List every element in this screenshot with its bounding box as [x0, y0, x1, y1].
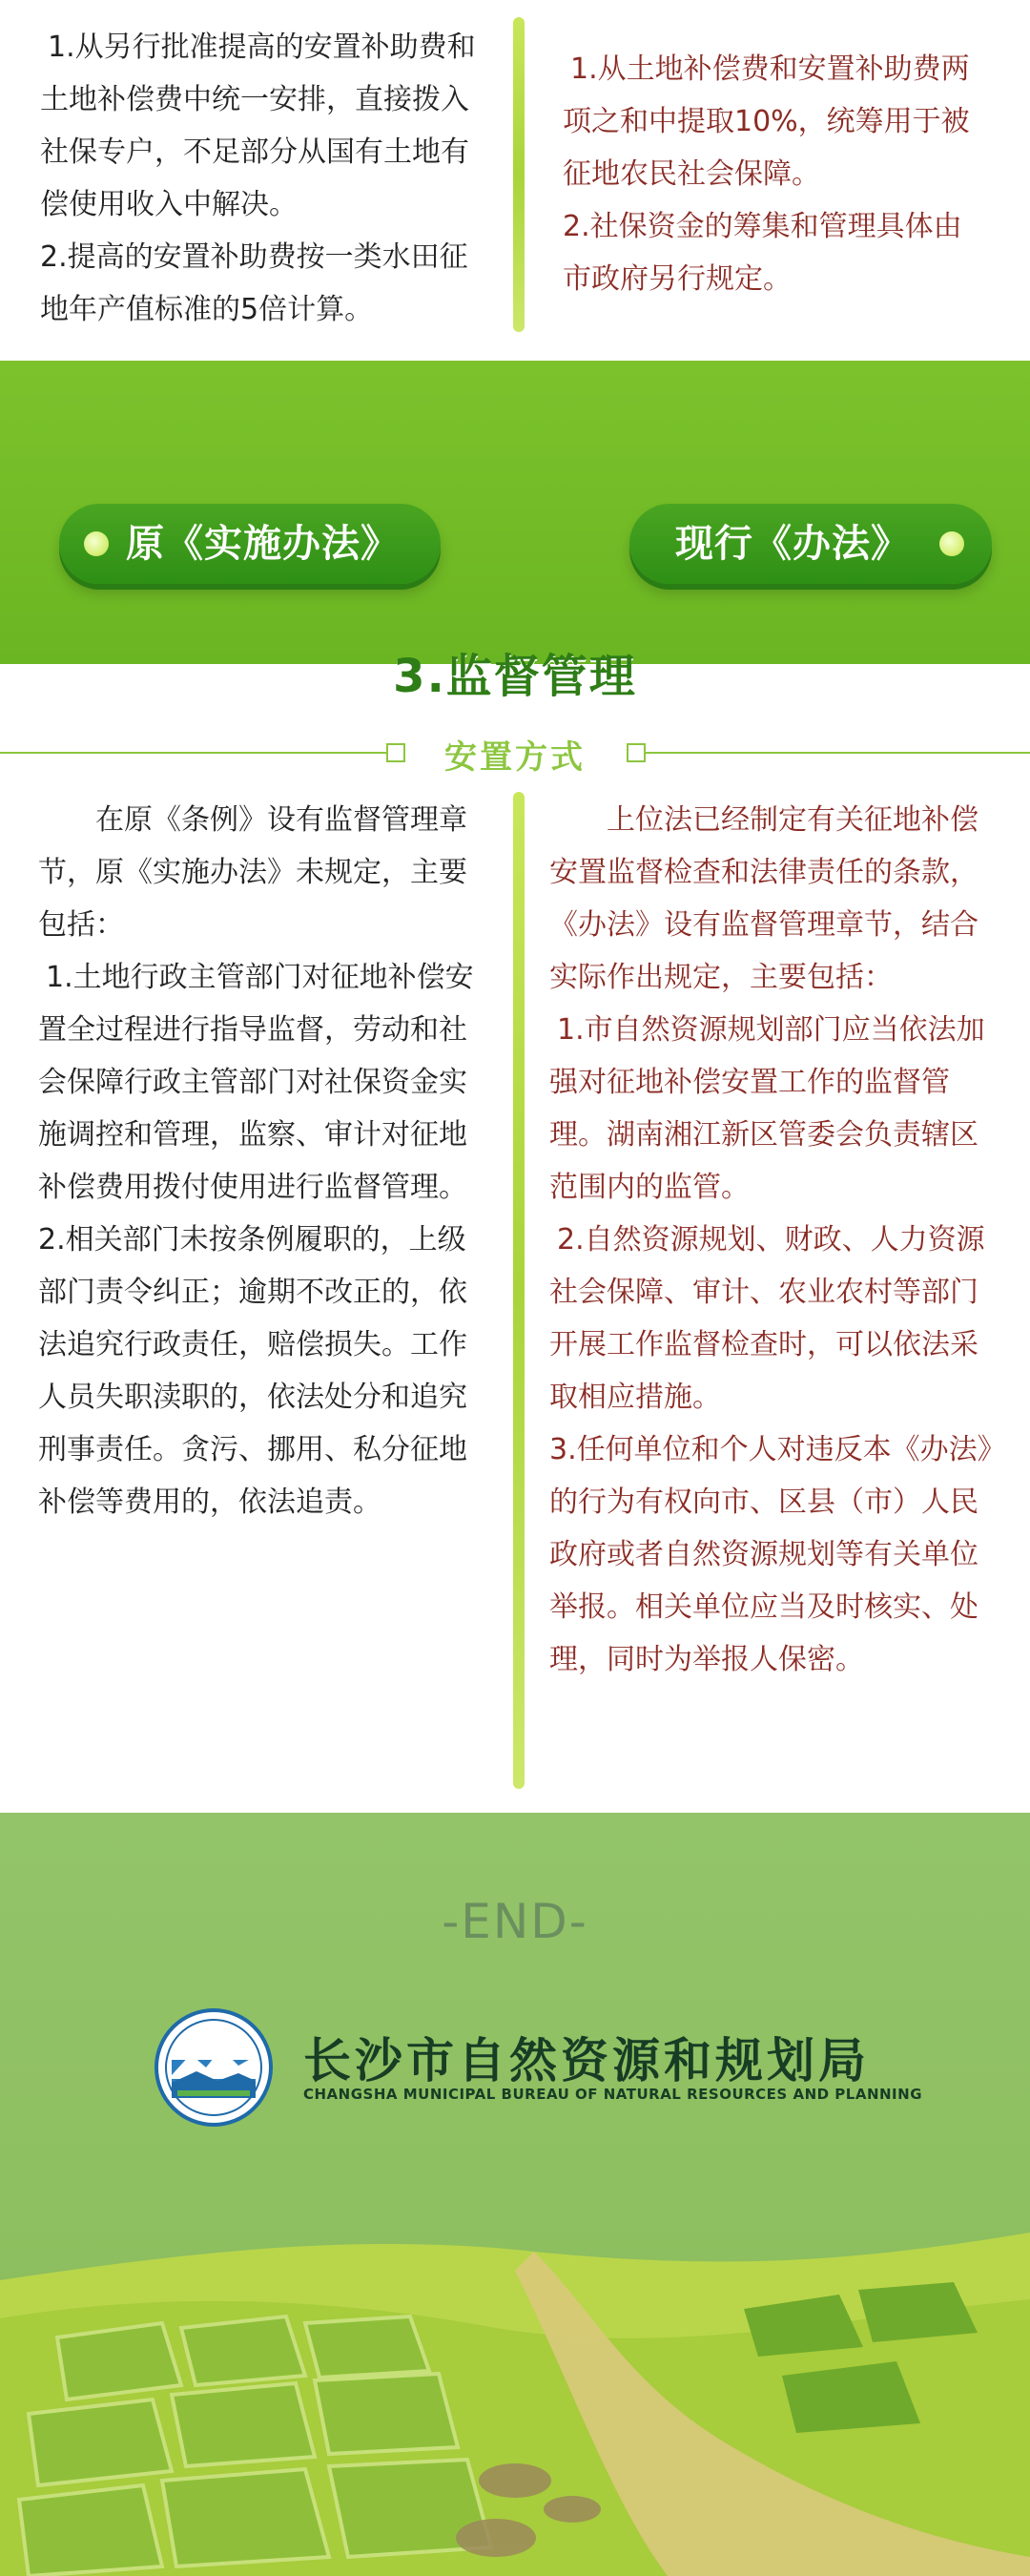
- subtitle-left-line: [0, 752, 386, 754]
- main-right-intro: 上位法已经制定有关征地补偿安置监督检查和法律责任的条款，《办法》设有监督管理章节，结合实际作出规定，主要包括：: [549, 803, 978, 994]
- subtitle-right-line: [646, 752, 1030, 754]
- top-right-paragraph-2: 2.社保资金的筹集和管理具体由市政府另行规定。: [563, 210, 962, 296]
- subtitle-left-square-icon: [386, 743, 405, 762]
- field-illustration: [0, 2194, 1030, 2576]
- top-right-column: [563, 43, 982, 305]
- mountain-emblem-icon: [158, 2012, 269, 2123]
- top-column-divider: [513, 17, 525, 332]
- section-title: 3.监督管理: [393, 650, 637, 703]
- bureau-name-en: CHANGSHA MUNICIPAL BUREAU OF NATURAL RESOURCES AND PLANNING: [303, 2086, 923, 2103]
- top-right-paragraph-1: 1.从土地补偿费和安置补助费两项之和中提取10%，统筹用于被征地农民社会保障。: [563, 52, 970, 191]
- main-right-item-3: 3.任何单位和个人对违反本《办法》的行为有权向市、区县（市）人民政府或者自然资源规划等有关单位举报。相关单位应当及时核实、处理，同时为举报人保密。: [549, 1433, 992, 1676]
- original-rules-pill: [59, 504, 441, 584]
- bureau-name-cn: 长沙市自然资源和规划局: [303, 2033, 870, 2088]
- subtitle: 安置方式: [444, 738, 586, 777]
- pill-dot-icon: [939, 531, 964, 556]
- main-right-item-2: 2.自然资源规划、财政、人力资源社会保障、审计、农业农村等部门开展工作监督检查时，可以依法采取相应措施。: [549, 1223, 985, 1414]
- end-text: -END-: [442, 1894, 588, 1949]
- top-comparison-section: [0, 0, 1030, 361]
- top-left-paragraph-2: 2.提高的安置补助费按一类水田征地年产值标准的5倍计算。: [40, 240, 468, 326]
- footer: [0, 1813, 1030, 2576]
- main-right-item-1: 1.市自然资源规划部门应当依法加强对征地补偿安置工作的监督管理。湖南湘江新区管委会负责辖区范围内的监管。: [549, 1013, 985, 1204]
- main-left-item-2: 2.相关部门未按条例履职的，上级部门责令纠正；逾期不改正的，依法追究行政责任，赔偿损失。工作人员失职渎职的，依法处分和追究刑事责任。贪污、挪用、私分征地补偿等费用的，依法追责。: [38, 1223, 467, 1519]
- top-left-column: [40, 21, 496, 336]
- bureau-logo: [154, 2008, 273, 2127]
- current-rules-pill: [629, 504, 992, 584]
- subtitle-right-square-icon: [627, 743, 646, 762]
- pill-dot-icon: [84, 531, 109, 556]
- original-rules-label: 原《实施办法》: [126, 522, 400, 566]
- green-banner: [0, 361, 1030, 664]
- main-right-column: [549, 794, 998, 1686]
- main-left-intro: 在原《条例》设有监督管理章节，原《实施办法》未规定，主要包括：: [38, 803, 467, 942]
- main-left-item-1: 1.土地行政主管部门对征地补偿安置全过程进行指导监督，劳动和社会保障行政主管部门对社保资金实施调控和管理，监察、审计对征地补偿费用拨付使用进行监督管理。: [38, 961, 474, 1204]
- current-rules-label: 现行《办法》: [675, 522, 910, 566]
- top-left-paragraph-1: 1.从另行批准提高的安置补助费和土地补偿费中统一安排，直接拨入社保专户，不足部分从国有土地有偿使用收入中解决。: [40, 31, 476, 221]
- main-column-divider: [513, 792, 525, 1789]
- main-left-column: [38, 794, 486, 1528]
